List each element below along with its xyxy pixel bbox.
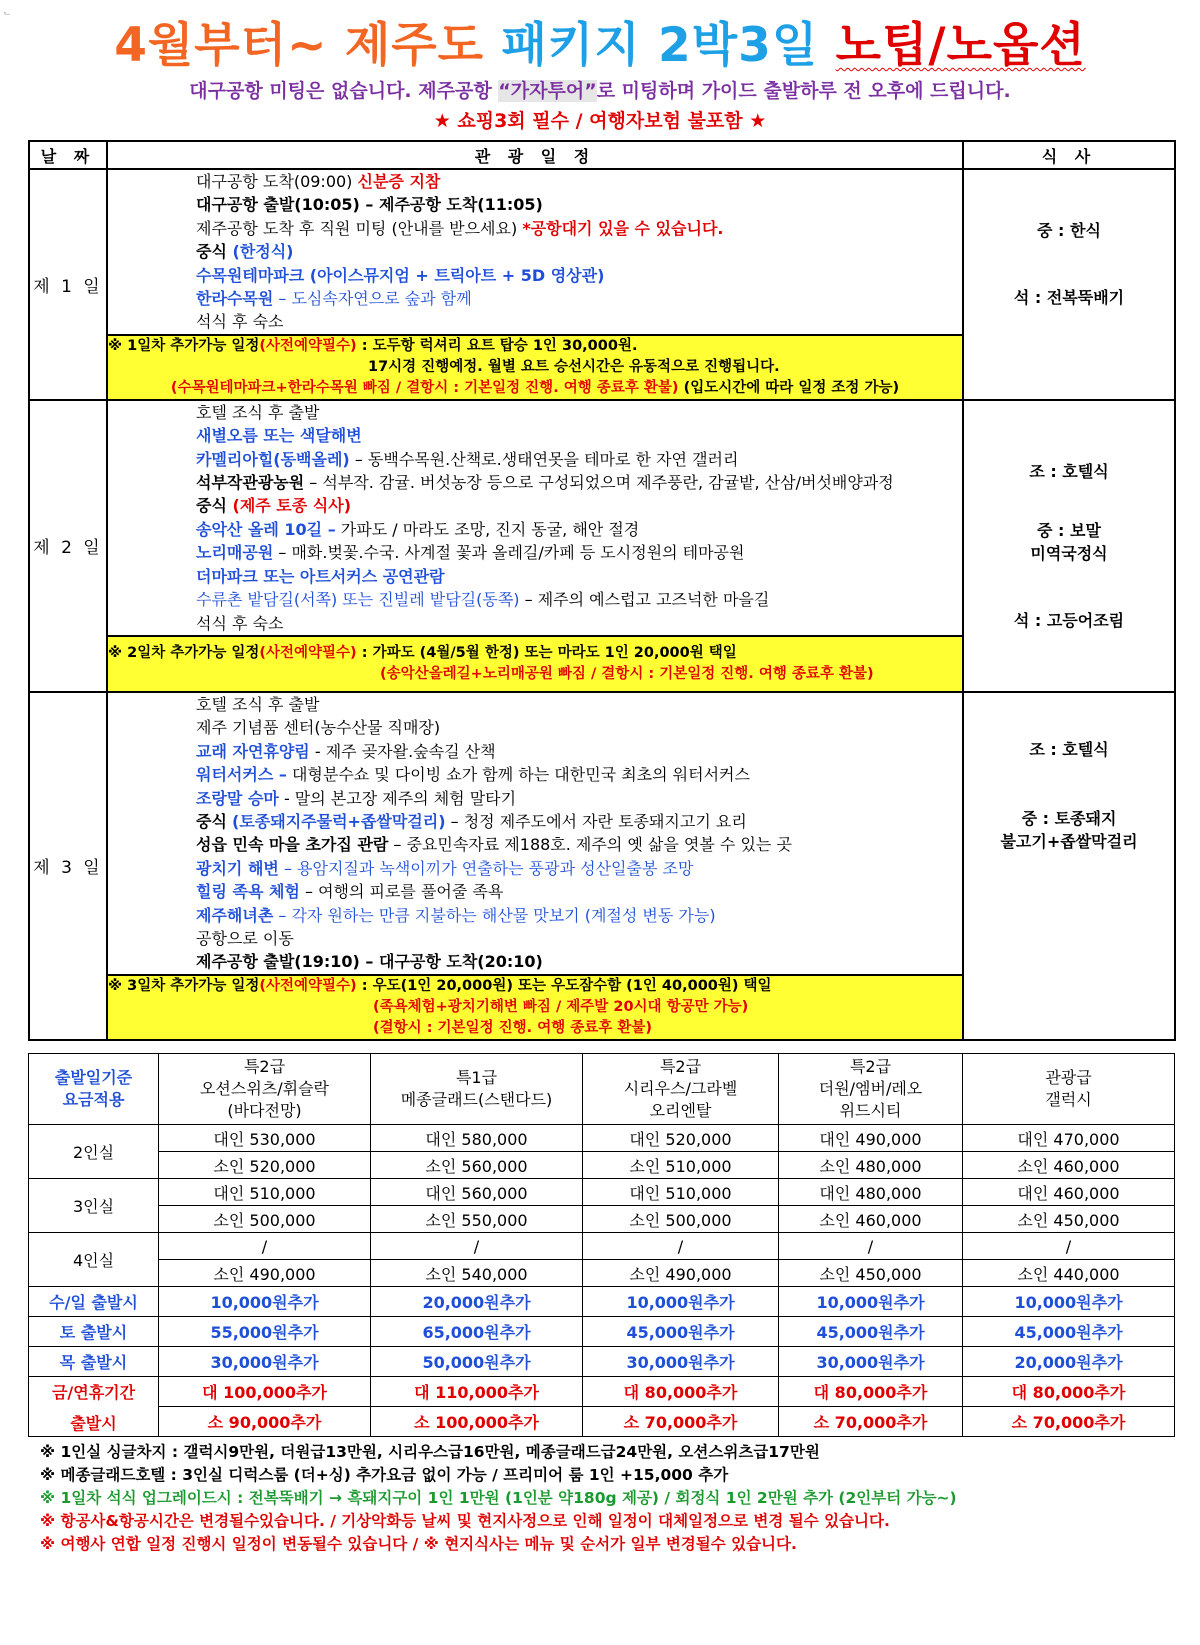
surcharge-cell: 소 90,000추가	[159, 1407, 371, 1437]
price-cell: 소인 500,000	[583, 1206, 779, 1233]
hotel-name: 오션스위츠/휘슬락	[199, 1079, 330, 1098]
hotel-oceansuites	[159, 1054, 371, 1125]
day2-extra	[107, 636, 963, 692]
day3-haenyeo-desc: – 각자 원하는 만큼 지불하는 해산물 맛보기 (계절성 변동 가능)	[273, 905, 716, 925]
price-cell: 소인 500,000	[159, 1206, 371, 1233]
day2-extra-line	[108, 643, 962, 664]
surcharge-cell: 50,000원추가	[371, 1347, 583, 1377]
day1-line	[196, 240, 962, 263]
surcharge-holiday-label	[29, 1377, 159, 1437]
price-cell: 소인 510,000	[583, 1152, 779, 1179]
hotel-name-2: 오리엔탈	[649, 1101, 712, 1120]
hotel-name: 더원/엠버/레오	[818, 1079, 923, 1098]
day2-meals	[963, 400, 1175, 692]
day2-extra-reserve: (사전예약필수)	[259, 644, 357, 661]
day3-to-airport: 공항으로 이동	[196, 928, 294, 948]
header-meal: 식 사	[963, 141, 1175, 169]
pricing-basis-2: 요금적용	[62, 1090, 125, 1109]
price-cell: /	[371, 1233, 583, 1260]
hotel-view: (바다전망)	[227, 1101, 302, 1120]
surcharge-thu-label: 목 출발시	[29, 1347, 159, 1377]
day2-meal-lunch: 중 : 보말	[1037, 520, 1101, 540]
day3-schedule	[107, 692, 963, 975]
price-cell: 대인 560,000	[371, 1179, 583, 1206]
hotel-grade: 특2급	[243, 1057, 286, 1076]
room-3: 3인실	[29, 1179, 159, 1233]
day2-row	[29, 400, 1175, 636]
surcharge-cell: 10,000원추가	[963, 1287, 1175, 1317]
day1-schedule	[107, 169, 963, 335]
hotel-name: 갤럭시	[1045, 1090, 1092, 1109]
day3-lunch: 중식	[196, 811, 227, 831]
surcharge-holiday-label-1: 금/연휴기간	[51, 1382, 136, 1402]
day3-watercircus: 워터서커스 –	[196, 765, 287, 785]
day3-row	[29, 692, 1175, 975]
day3-extra-line	[108, 976, 962, 997]
price-row	[29, 1233, 1175, 1260]
price-cell: /	[583, 1233, 779, 1260]
day3-extra	[107, 975, 963, 1040]
day2-line	[196, 471, 962, 494]
day3-line	[196, 787, 962, 810]
surcharge-wed-label: 수/일 출발시	[29, 1287, 159, 1317]
price-cell: 소인 480,000	[779, 1152, 963, 1179]
day1-label: 제 1 일	[29, 169, 107, 400]
price-cell: /	[779, 1233, 963, 1260]
surcharge-cell: 30,000원추가	[779, 1347, 963, 1377]
day3-village-desc: – 중요민속자료 제188호. 제주의 옛 삶을 엿볼 수 있는 곳	[388, 835, 792, 855]
surcharge-cell: 10,000원추가	[583, 1287, 779, 1317]
day3-village: 성읍 민속 마을 초가집 관람	[196, 835, 389, 855]
surcharge-cell: 대 80,000추가	[963, 1377, 1175, 1407]
day3-meal-lunch: 중 : 토종돼지	[1021, 809, 1117, 829]
day3-haenyeo: 제주해녀촌	[196, 905, 274, 925]
day3-beach: 광치기 해변	[196, 858, 279, 878]
hotel-grade: 관광급	[1045, 1068, 1092, 1087]
surcharge-cell: 45,000원추가	[779, 1317, 963, 1347]
title-part-1: 4월부터~ 제주도	[114, 18, 485, 73]
surcharge-cell: 30,000원추가	[159, 1347, 371, 1377]
price-cell: 소인 440,000	[963, 1260, 1175, 1287]
day2-norimae: 노리매공원	[196, 543, 274, 563]
hotel-galaxy	[963, 1054, 1175, 1125]
hotel-name-2: 위드시티	[839, 1101, 902, 1120]
day3-line	[196, 904, 962, 927]
day3-meal-lunch-2: 불고기+좁쌀막걸리	[1000, 832, 1138, 852]
day1-arboretum: 한라수목원	[196, 289, 274, 309]
price-cell: 소인 520,000	[159, 1152, 371, 1179]
day3-line	[196, 833, 962, 856]
surcharge-holiday-label-2: 출발시	[70, 1413, 117, 1433]
day1-extra-line	[108, 336, 962, 357]
price-cell: 대인 580,000	[371, 1125, 583, 1152]
note-single-charge: ※ 1인실 싱글차지 : 갤럭시9만원, 더원급13만원, 시리우스급16만원, 메종글래드급24만원, 오션스위츠급17만원	[40, 1443, 820, 1461]
day3-souvenir: 제주 기념품 센터(농수산물 직매장)	[196, 718, 441, 738]
day1-extra-line	[108, 378, 962, 399]
hotel-maisonglad	[371, 1054, 583, 1125]
day1-lunch-type: (한정식)	[232, 242, 294, 262]
day1-meal-lunch: 중 : 한식	[1037, 221, 1101, 241]
shopping-notice: ★ 쇼핑3회 필수 / 여행자보험 불포함 ★	[433, 110, 767, 132]
surcharge-cell: 45,000원추가	[583, 1317, 779, 1347]
day3-meal-breakfast: 조 : 호텔식	[1029, 740, 1109, 760]
surcharge-row	[29, 1377, 1175, 1407]
surcharge-row	[29, 1407, 1175, 1437]
day2-oreum: 새별오름 또는 색달해변	[196, 426, 362, 446]
day2-extra-refund: (송악산올레길+노리매공원 빠짐 / 결항시 : 기본일정 진행. 여행 종료후 환불)	[380, 665, 874, 682]
day2-line	[196, 494, 962, 517]
corner-mark: ᆫ	[2, 6, 12, 17]
day1-meals	[963, 169, 1175, 400]
day1-dinner: 석식 후 숙소	[196, 312, 284, 332]
pricing-basis	[29, 1054, 159, 1125]
day2-olle: 송악산 올레 10길 –	[196, 519, 336, 539]
day3-line	[196, 880, 962, 903]
itinerary-header	[29, 141, 1175, 169]
day1-extra-refund: (수목원테마파크+한라수목원 빠짐 / 결항시 : 기본일정 진행. 여행 종료후 환불)	[170, 379, 679, 396]
day1-extra	[107, 335, 963, 400]
hotel-theone	[779, 1054, 963, 1125]
day2-show: 더마파크 또는 아트서커스 공연관람	[196, 566, 445, 586]
day1-arboretum-desc: – 도심속자연으로 숲과 함께	[278, 289, 472, 309]
day2-lunch-type: (제주 토종 식사)	[232, 496, 352, 516]
surcharge-cell: 30,000원추가	[583, 1347, 779, 1377]
page-title	[0, 8, 1200, 75]
pricing-basis-1: 출발일기준	[54, 1068, 133, 1087]
price-row	[29, 1179, 1175, 1206]
day2-meal-breakfast: 조 : 호텔식	[1029, 461, 1109, 481]
surcharge-cell: 대 100,000추가	[159, 1377, 371, 1407]
meeting-notice-after: 로 미팅하며 가이드 출발하루 전 오후에 드립니다.	[596, 80, 1011, 102]
day2-extra-title: ※ 2일차 추가가능 일정	[108, 644, 260, 661]
day2-line	[196, 588, 962, 611]
price-cell: 소인 450,000	[963, 1206, 1175, 1233]
day2-dinner: 석식 후 숙소	[196, 613, 284, 633]
hotel-name: 시리우스/그라벨	[623, 1079, 738, 1098]
day3-extra-refund: (결항시 : 기본일정 진행. 여행 종료후 환불)	[373, 1019, 652, 1036]
price-cell: 대인 490,000	[779, 1125, 963, 1152]
price-cell: /	[159, 1233, 371, 1260]
day1-id-note: 신분증 지참	[357, 172, 441, 191]
surcharge-cell: 20,000원추가	[963, 1347, 1175, 1377]
surcharge-cell: 55,000원추가	[159, 1317, 371, 1347]
note-airline-change: ※ 항공사&항공시간은 변경될수있습니다. / 기상악화등 날씨 및 현지사정으로 인해 일정이 대체일정으로 변경 될수 있습니다.	[40, 1512, 890, 1530]
day2-line	[196, 518, 962, 541]
day3-extra-title: ※ 3일차 추가가능 일정	[108, 977, 260, 994]
surcharge-cell: 소 70,000추가	[779, 1407, 963, 1437]
day3-horse: 조랑말 승마	[196, 788, 279, 808]
day2-line	[196, 541, 962, 564]
hotel-grade: 특2급	[849, 1057, 892, 1076]
price-cell: 소인 490,000	[159, 1260, 371, 1287]
hotel-name: 메종글래드(스탠다드)	[400, 1090, 553, 1109]
surcharge-cell: 20,000원추가	[371, 1287, 583, 1317]
day1-meeting: 제주공항 도착 후 직원 미팅 (안내를 받으세요)	[196, 218, 518, 238]
price-row	[29, 1152, 1175, 1179]
day1-line	[196, 287, 962, 310]
hotel-sirius	[583, 1054, 779, 1125]
surcharge-cell: 10,000원추가	[159, 1287, 371, 1317]
price-cell: 소인 450,000	[779, 1260, 963, 1287]
price-cell: 대인 460,000	[963, 1179, 1175, 1206]
day3-extra-reserve: (사전예약필수)	[259, 977, 357, 994]
price-row	[29, 1206, 1175, 1233]
day1-themepark: 수목원테마파크 (아이스뮤지엄 + 트릭아트 + 5D 영상관)	[196, 265, 605, 285]
price-cell: 소인 460,000	[779, 1206, 963, 1233]
title-part-2: 패키지 2박3일	[501, 18, 819, 73]
surcharge-cell: 45,000원추가	[963, 1317, 1175, 1347]
day2-olle-desc: 가파도 / 마라도 조망, 진지 동굴, 해안 절경	[335, 519, 640, 539]
pricing-header	[29, 1054, 1175, 1125]
meeting-notice-before: 대구공항 미팅은 없습니다. 제주공항	[189, 80, 492, 102]
day1-row	[29, 169, 1175, 335]
day3-watercircus-desc: 대형분수쇼 및 다이빙 쇼가 함께 하는 대한민국 최초의 워터서커스	[286, 765, 750, 785]
day3-forest-desc: - 제주 곶자왈.숲속길 산책	[309, 741, 496, 761]
notes	[40, 1441, 1180, 1556]
price-cell: 대인 470,000	[963, 1125, 1175, 1152]
day2-extra-island: : 가파도 (4월/5월 한정) 또는 마라도 1인 20,000원 택일	[356, 644, 737, 661]
note-dinner-upgrade: ※ 1일차 석식 업그레이드시 : 전복뚝배기 → 흑돼지구이 1인 1만원 (1인분 약180g 제공) / 회정식 1인 2만원 추가 (2인부터 가능~)	[40, 1489, 957, 1507]
room-2: 2인실	[29, 1125, 159, 1179]
day2-camellia-desc: – 동백수목원.산책로.생태연못을 테마로 한 자연 갤러리	[349, 449, 739, 469]
surcharge-row	[29, 1287, 1175, 1317]
price-cell: 소인 540,000	[371, 1260, 583, 1287]
note-schedule-change: ※ 여행사 연합 일정 진행시 일정이 변동될수 있습니다 / ※ 현지식사는 메뉴 및 순서가 일부 변경될수 있습니다.	[40, 1535, 797, 1553]
day2-batdam-desc: – 제주의 예스럽고 고즈넉한 마을길	[519, 590, 770, 610]
day2-breakfast: 호텔 조식 후 출발	[196, 402, 320, 422]
surcharge-cell: 대 110,000추가	[371, 1377, 583, 1407]
day1-lunch: 중식	[196, 242, 227, 262]
day3-lunch-type: (토종돼지주물럭+좁쌀막걸리)	[232, 811, 446, 831]
day2-schedule	[107, 400, 963, 636]
price-cell: 소인 490,000	[583, 1260, 779, 1287]
surcharge-row	[29, 1347, 1175, 1377]
day1-arrival: 대구공항 도착(09:00)	[196, 172, 353, 191]
day3-horse-desc: - 말의 본고장 제주의 체험 말타기	[278, 788, 517, 808]
surcharge-row	[29, 1317, 1175, 1347]
day1-extra-time: 17시경 진행예정. 월별 요트 승선시간은 유동적으로 진행됩니다.	[368, 358, 780, 375]
day3-line	[196, 740, 962, 763]
day3-label: 제 3 일	[29, 692, 107, 1040]
day2-farm: 석부작관광농원	[196, 473, 305, 493]
day3-breakfast: 호텔 조식 후 출발	[196, 694, 320, 714]
day3-meals	[963, 692, 1175, 1040]
surcharge-cell: 대 80,000추가	[779, 1377, 963, 1407]
day1-extra-title: ※ 1일차 추가가능 일정	[108, 337, 260, 354]
day2-meal-lunch-2: 미역국정식	[1030, 543, 1108, 563]
price-cell: 대인 520,000	[583, 1125, 779, 1152]
day2-meal-dinner: 석 : 고등어조림	[1013, 610, 1125, 630]
surcharge-cell: 소 70,000추가	[583, 1407, 779, 1437]
pricing-table	[28, 1053, 1175, 1437]
day3-extra-skip: (족욕체험+광치기해변 빠짐 / 제주발 20시대 항공만 가능)	[373, 998, 749, 1015]
price-row	[29, 1125, 1175, 1152]
price-cell: /	[963, 1233, 1175, 1260]
surcharge-cell: 소 100,000추가	[371, 1407, 583, 1437]
surcharge-cell: 10,000원추가	[779, 1287, 963, 1317]
header-date: 날 짜	[29, 141, 107, 169]
meeting-notice-highlight: “가자투어”	[498, 80, 597, 102]
day2-lunch: 중식	[196, 496, 227, 516]
surcharge-cell: 소 70,000추가	[963, 1407, 1175, 1437]
price-cell: 대인 510,000	[583, 1179, 779, 1206]
day2-norimae-desc: – 매화.벚꽃.수국. 사계절 꽃과 올레길/카페 등 도시정원의 테마공원	[273, 543, 745, 563]
day3-forest: 교래 자연휴양림	[196, 741, 310, 761]
price-cell: 소인 460,000	[963, 1152, 1175, 1179]
price-cell: 대인 530,000	[159, 1125, 371, 1152]
day3-line	[196, 810, 962, 833]
day2-line	[196, 448, 962, 471]
day1-line	[196, 170, 962, 193]
day2-farm-desc: – 석부작. 감귤. 버섯농장 등으로 구성되었으며 제주풍란, 감귤밭, 산삼/버섯배양과정	[304, 473, 894, 493]
day2-label: 제 2 일	[29, 400, 107, 692]
day3-line	[196, 763, 962, 786]
price-cell: 소인 560,000	[371, 1152, 583, 1179]
title-part-3: 노팁/노옵션	[835, 18, 1086, 73]
itinerary-table	[28, 140, 1176, 1041]
day3-beach-desc: – 용암지질과 녹색이끼가 연출하는 풍광과 성산일출봉 조망	[278, 858, 694, 878]
price-cell: 대인 510,000	[159, 1179, 371, 1206]
surcharge-cell: 65,000원추가	[371, 1317, 583, 1347]
day3-footbath: 힐링 족욕 체험	[196, 882, 300, 902]
day1-extra-reserve: (사전예약필수)	[259, 337, 357, 354]
surcharge-sat-label: 토 출발시	[29, 1317, 159, 1347]
day2-batdam: 수류촌 밭담길(서쪽) 또는 진빌레 밭담길(동쪽)	[196, 590, 520, 610]
day2-camellia: 카멜리아힐(동백올레)	[196, 449, 350, 469]
hotel-grade: 특2급	[659, 1057, 702, 1076]
day1-line	[196, 217, 962, 240]
hotel-grade: 특1급	[455, 1068, 498, 1087]
day3-footbath-desc: – 여행의 피로를 풀어줄 족욕	[299, 882, 504, 902]
day3-extra-udo: : 우도(1인 20,000원) 또는 우도잠수함 (1인 40,000원) 택일	[356, 977, 772, 994]
note-maisonglad: ※ 메종글래드호텔 : 3인실 디럭스룸 (더+싱) 추가요금 없이 가능 / 프리미어 룸 1인 +15,000 추가	[40, 1466, 729, 1484]
room-4: 4인실	[29, 1233, 159, 1287]
day1-wait-note: *공항대기 있을 수 있습니다.	[522, 218, 724, 238]
day1-extra-yacht: : 도두항 럭셔리 요트 탑승 1인 30,000원.	[356, 337, 638, 354]
day3-lunch-desc: – 청정 제주도에서 자란 토종돼지고기 요리	[445, 811, 747, 831]
surcharge-cell: 대 80,000추가	[583, 1377, 779, 1407]
price-cell: 소인 550,000	[371, 1206, 583, 1233]
day1-flight: 대구공항 출발(10:05) – 제주공항 도착(11:05)	[196, 195, 543, 215]
day3-line	[196, 857, 962, 880]
day1-meal-dinner: 석 : 전복뚝배기	[1013, 288, 1125, 308]
header-schedule: 관 광 일 정	[107, 141, 963, 169]
day1-extra-adjust: (입도시간에 따라 일정 조정 가능)	[678, 379, 900, 396]
price-cell: 대인 480,000	[779, 1179, 963, 1206]
price-row	[29, 1260, 1175, 1287]
day3-flight: 제주공항 출발(19:10) – 대구공항 도착(20:10)	[196, 952, 543, 972]
meeting-notice	[0, 76, 1200, 103]
